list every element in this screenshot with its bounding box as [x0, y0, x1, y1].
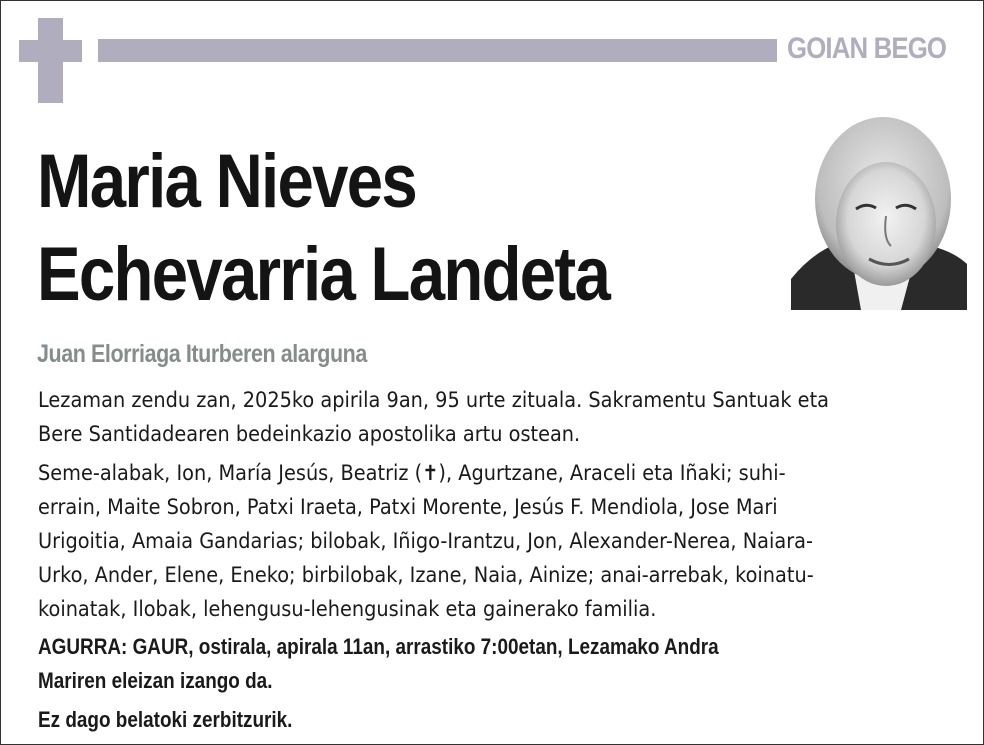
- name-line-2: Echevarria Landeta: [37, 232, 610, 317]
- text-line: Seme-alabak, Ion, María Jesús, Beatriz (✝), Agurtzane, Araceli eta Iñaki; suhi-: [38, 461, 786, 485]
- wake-note: Ez dago belatoki zerbitzurik.: [38, 707, 293, 732]
- service-paragraph: [38, 630, 719, 698]
- latin-cross-icon-arm: [19, 40, 82, 62]
- portrait-photo: [791, 104, 967, 310]
- text-line: errain, Maite Sobron, Patxi Iraeta, Patxi Morente, Jesús F. Mendiola, Jose Mari: [38, 495, 778, 519]
- header-rule: [98, 39, 777, 62]
- text-line: Urigoitia, Amaia Gandarias; bilobak, Iñigo-Irantzu, Jon, Alexander-Nerea, Naiara-: [38, 529, 813, 553]
- text-line: AGURRA: GAUR, ostirala, apirala 11an, arrastiko 7:00etan, Lezamako Andra: [38, 634, 719, 659]
- text-line: koinatak, Ilobak, lehengusu-lehengusinak eta gainerako familia.: [38, 597, 657, 621]
- name-line-1: Maria Nieves: [37, 139, 417, 224]
- text-line: Urko, Ander, Elene, Eneko; birbilobak, Izane, Naia, Ainize; anai-arrebak, koinatu-: [38, 563, 814, 587]
- text-line: Bere Santidadearen bedeinkazio apostolika artu ostean.: [38, 422, 581, 446]
- deceased-name: [37, 135, 609, 321]
- header-label: GOIAN BEGO: [787, 32, 947, 65]
- death-notice-paragraph: [38, 383, 829, 451]
- subtitle-widow-of: Juan Elorriaga Iturberen alarguna: [37, 340, 367, 368]
- text-line: Mariren eleizan izango da.: [38, 668, 273, 693]
- text-line: Lezaman zendu zan, 2025ko apirila 9an, 95 urte zituala. Sakramentu Santuak eta: [38, 388, 829, 412]
- family-paragraph: [38, 456, 814, 626]
